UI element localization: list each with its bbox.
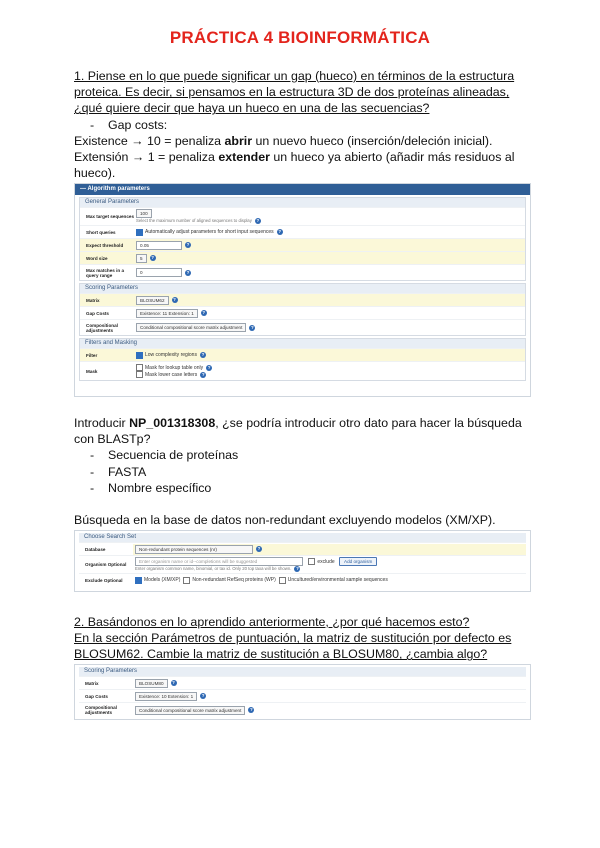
- row-label: Matrix: [86, 297, 100, 303]
- existence-bold: abrir: [224, 133, 253, 148]
- search-set-screenshot: [74, 530, 531, 592]
- matrix-select[interactable]: BLOSUM80: [135, 679, 168, 688]
- help-icon[interactable]: ?: [173, 297, 176, 302]
- existence-text-end: un nuevo hueco (inserción/deleción inicial).: [252, 133, 493, 148]
- help-icon[interactable]: ?: [202, 310, 206, 315]
- word-size-select[interactable]: 5: [136, 254, 147, 263]
- row-label: Exclude Optional: [85, 577, 123, 583]
- row-label: Compositional adjustments: [86, 322, 118, 333]
- scoring-parameters-screenshot: [74, 664, 531, 720]
- compositional-row: [79, 702, 526, 717]
- row-value: [134, 208, 525, 225]
- organism-note: Enter organism common name, binomial, or tax id. Only 20 top taxa will be shown. ?: [135, 566, 299, 571]
- scoring-parameters-section: [79, 283, 526, 336]
- expect-threshold-row: [80, 238, 525, 251]
- row-value: [134, 308, 525, 319]
- mask-option: [136, 371, 206, 378]
- help-icon[interactable]: ?: [278, 229, 282, 234]
- checkbox-label: Uncultured/environmental sample sequences: [287, 577, 388, 583]
- list-item: - Secuencia de proteínas: [74, 447, 534, 463]
- help-icon[interactable]: ?: [172, 680, 175, 685]
- row-value: [134, 351, 525, 360]
- database-row: [79, 542, 526, 555]
- matrix-row: [79, 676, 526, 689]
- organism-row: [79, 555, 526, 573]
- exclude-organism-checkbox[interactable]: [308, 558, 315, 565]
- row-label: Short queries: [86, 229, 116, 235]
- search-note-text: Búsqueda en la base de datos non-redundant excluyendo modelos (XM/XP).: [74, 513, 496, 527]
- compositional-select[interactable]: Conditional compositional score matrix adjustment: [136, 323, 246, 332]
- section-title: Filters and Masking: [80, 339, 525, 348]
- checkbox-label: Mask lower case letters: [145, 371, 198, 378]
- help-icon[interactable]: ?: [251, 324, 254, 330]
- help-icon[interactable]: ?: [201, 371, 205, 377]
- filter-row: [80, 348, 525, 361]
- row-value: [134, 322, 525, 333]
- organism-input[interactable]: Enter organism name or id--completions will be suggested: [135, 557, 303, 566]
- question-1: [74, 68, 534, 181]
- question-1-line: proteica. Es decir, si pensamos en la estructura 3D de dos proteínas alineadas,: [74, 85, 510, 100]
- help-icon[interactable]: ?: [296, 566, 299, 571]
- gap-costs-row: [79, 689, 526, 702]
- mask-option: [136, 364, 212, 371]
- row-value: [134, 240, 525, 251]
- row-label: Database: [85, 546, 106, 552]
- organism-controls: [135, 557, 377, 566]
- exclude-uncultured-checkbox[interactable]: [279, 577, 286, 584]
- exclude-models-checkbox[interactable]: [135, 577, 142, 584]
- row-value: [133, 556, 526, 573]
- expect-threshold-input[interactable]: 0.05: [136, 241, 182, 250]
- question-2-line: 2. Basándonos en lo aprendido anteriormente, ¿por qué hacemos esto?: [74, 615, 470, 629]
- row-label: Matrix: [85, 680, 99, 686]
- exclude-row: [79, 573, 526, 586]
- low-complexity-checkbox[interactable]: [136, 352, 143, 359]
- panel-header: — Algorithm parameters: [75, 184, 530, 195]
- gap-costs-list: [74, 117, 534, 133]
- compositional-select[interactable]: Conditional compositional score matrix adjustment: [135, 706, 245, 715]
- row-label: Gap Costs: [85, 693, 108, 699]
- intro-text-end: , ¿se podría introducir otro dato para hacer la búsqueda con BLASTp?: [74, 416, 522, 447]
- row-label: Max matches in a query range: [86, 267, 125, 278]
- accession-id: NP_001318308: [129, 416, 216, 430]
- section-title: Scoring Parameters: [80, 284, 525, 293]
- row-value: [133, 544, 526, 555]
- mask-row: [80, 361, 525, 380]
- checkbox-label: Low complexity regions: [145, 352, 197, 358]
- row-value: [134, 253, 525, 264]
- matrix-row: [80, 293, 525, 306]
- intro-text: Introducir: [74, 416, 130, 430]
- question-2: [74, 614, 534, 663]
- row-value: [134, 228, 525, 237]
- list-item: - Nombre específico: [74, 480, 534, 496]
- intro-line: [74, 415, 534, 447]
- row-label: Expect threshold: [86, 242, 124, 248]
- row-value: [133, 705, 526, 716]
- search-note: [74, 512, 534, 528]
- max-matches-row: [80, 264, 525, 280]
- checkbox-label: Models (XM/XP): [144, 577, 181, 583]
- help-icon[interactable]: ?: [201, 352, 205, 357]
- list-item: - Gap costs:: [74, 117, 534, 133]
- algorithm-parameters-screenshot: [74, 183, 531, 397]
- gap-costs-row: [80, 306, 525, 319]
- question-2-line: BLOSUM62. Cambie la matriz de sustitución a BLOSUM80, ¿cambia algo?: [74, 647, 488, 662]
- section-title: Scoring Parameters: [79, 667, 526, 676]
- help-icon[interactable]: ?: [186, 269, 190, 275]
- row-value: [133, 678, 526, 689]
- row-label: Max target sequences: [86, 214, 134, 219]
- exclude-refseq-checkbox[interactable]: [183, 577, 190, 584]
- gap-costs-select[interactable]: Existence: 11 Extension: 1: [136, 309, 198, 318]
- row-label: Mask: [86, 368, 98, 374]
- mask-lookup-checkbox[interactable]: [136, 364, 143, 371]
- page-title: PRÁCTICA 4 BIOINFORMÁTICA: [169, 28, 431, 47]
- help-icon[interactable]: ?: [207, 364, 211, 370]
- checkbox-label: Automatically adjust parameters for short input sequences: [145, 229, 274, 235]
- row-label: Gap Costs: [86, 310, 109, 316]
- matrix-select[interactable]: BLOSUM62: [136, 296, 169, 305]
- extension-text: Extensión → 1 = penaliza: [74, 150, 219, 165]
- max-target-note: Select the maximum number of aligned sequences to display ?: [136, 218, 260, 223]
- row-label: Word size: [86, 255, 108, 261]
- existence-text: Existence → 10 = penaliza: [74, 133, 225, 148]
- help-icon[interactable]: ?: [151, 255, 154, 260]
- question-1-line: ¿qué quiere decir que haya un hueco en una de las secuencias?: [74, 101, 430, 116]
- help-icon[interactable]: ?: [201, 693, 205, 698]
- help-icon[interactable]: ?: [250, 707, 253, 712]
- mask-lowercase-checkbox[interactable]: [136, 371, 143, 378]
- section-title: General Parameters: [80, 198, 525, 207]
- help-icon[interactable]: ?: [256, 218, 260, 223]
- existence-line: [74, 133, 534, 149]
- question-1-line: 1. Piense en lo que puede significar un gap (hueco) en términos de la estructura: [74, 69, 515, 83]
- help-icon[interactable]: ?: [257, 546, 261, 551]
- gap-costs-select[interactable]: Existence: 10 Extension: 1: [135, 692, 197, 701]
- list-item: - FASTA: [74, 464, 534, 480]
- input-options-list: [74, 447, 534, 496]
- compositional-row: [80, 319, 525, 335]
- checkbox-label: Mask for lookup table only: [145, 364, 204, 371]
- filters-masking-section: [79, 338, 526, 381]
- add-organism-button[interactable]: Add organism: [339, 557, 377, 566]
- general-parameters-section: [79, 197, 526, 281]
- row-value: [134, 267, 525, 278]
- row-label: Compositional adjustments: [85, 705, 117, 715]
- question-2-line: En la sección Parámetros de puntuación, la matriz de sustitución por defecto es: [74, 631, 512, 646]
- row-value: [134, 295, 525, 306]
- max-target-select[interactable]: 100: [136, 209, 152, 218]
- database-select[interactable]: Non-redundant protein sequences (nr): [135, 545, 253, 554]
- checkbox-label: Non-redundant RefSeq proteins (WP): [192, 577, 276, 583]
- max-matches-input[interactable]: 0: [136, 268, 182, 277]
- extension-bold: extender: [218, 150, 270, 165]
- row-value: [133, 691, 526, 702]
- word-size-row: [80, 251, 525, 264]
- row-value: [133, 576, 526, 585]
- query-input-section: [74, 415, 534, 496]
- max-target-row: [80, 207, 525, 225]
- help-icon[interactable]: ?: [186, 242, 190, 247]
- row-label: Filter: [86, 352, 98, 358]
- section-title: Choose Search Set: [79, 533, 526, 542]
- extension-text-end: un hueco ya abierto (añadir más residuos al hueco).: [74, 150, 515, 181]
- row-label: Organism Optional: [85, 562, 127, 567]
- row-value: [134, 363, 525, 379]
- short-queries-checkbox[interactable]: [136, 229, 143, 236]
- extension-line: [74, 149, 534, 181]
- short-queries-row: [80, 225, 525, 238]
- checkbox-label: exclude: [317, 559, 335, 565]
